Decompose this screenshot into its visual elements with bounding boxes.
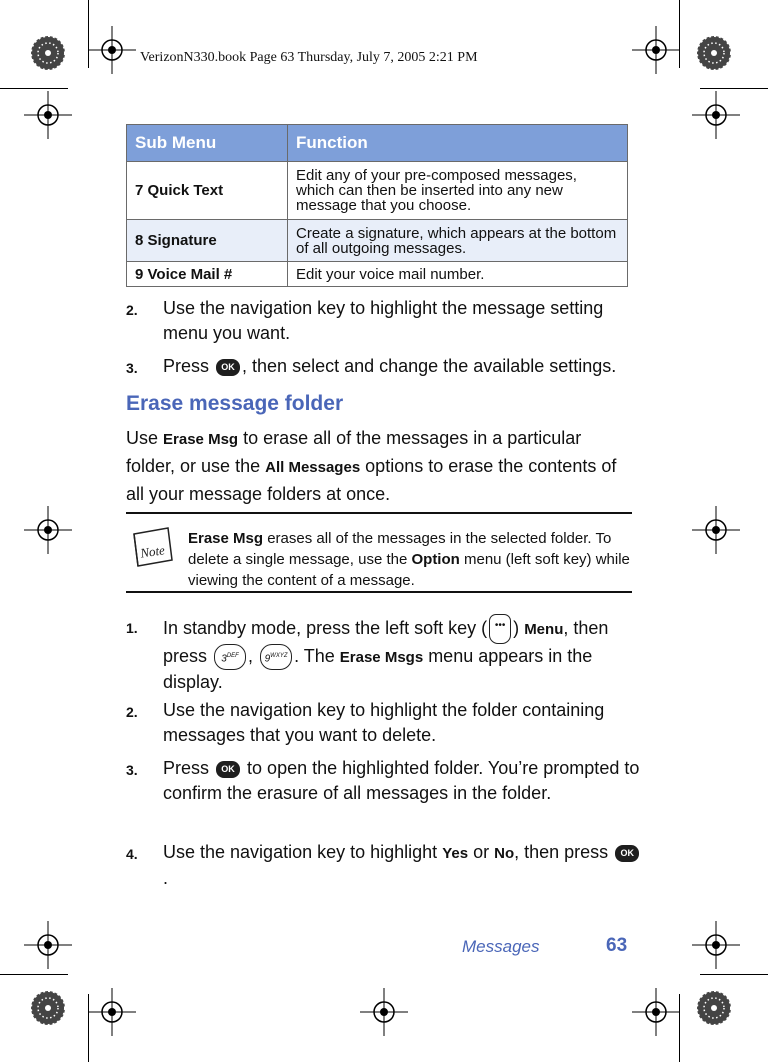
ok-key-icon: OK — [615, 845, 639, 862]
note-text: Erase Msg erases all of the messages in the selected folder. To delete a single message, use the Option menu (left soft key) while viewing the content of a message. — [188, 530, 630, 589]
cell-sub-menu: 8 Signature — [127, 220, 288, 262]
key-9-icon: $9^{WXYZ}$ — [260, 644, 292, 670]
step-number: 3. — [126, 762, 138, 778]
cell-sub-menu: 9 Voice Mail # — [127, 262, 288, 287]
step-text: Use the navigation key to highlight the message setting menu you want. — [163, 298, 604, 343]
section-intro: Use Erase Msg to erase all of the messages in a particular folder, or use the All Messages options to erase the contents of all your message folders at once. — [126, 428, 617, 504]
table-row — [127, 162, 628, 220]
step-text: Press OK , then select and change the available settings. — [163, 356, 617, 376]
footer-section-label: Messages — [462, 937, 540, 956]
print-slug: VerizonN330.book Page 63 Thursday, July 7, 2005 2:21 PM — [140, 50, 478, 65]
section-heading: Erase message folder — [126, 392, 344, 415]
step-text: Press OK to open the highlighted folder. You’re prompted to confirm the erasure of all messages in the folder. — [163, 758, 640, 803]
table-header-row — [127, 125, 628, 162]
table-row — [127, 262, 628, 287]
ok-key-icon: OK — [216, 761, 240, 778]
note-icon — [128, 526, 176, 570]
header-sub-menu: Sub Menu — [127, 125, 288, 162]
cell-function: Edit any of your pre-composed messages, which can then be inserted into any new message that you choose. — [288, 162, 628, 220]
header-function: Function — [288, 125, 628, 162]
cell-function: Edit your voice mail number. — [288, 262, 628, 287]
note-top-rule — [126, 512, 632, 514]
step-number: 2. — [126, 302, 138, 318]
step-text: Use the navigation key to highlight the folder containing messages that you want to delete. — [163, 700, 605, 745]
step-number: 2. — [126, 704, 138, 720]
svg-text:Note: Note — [139, 542, 166, 561]
ok-key-icon: OK — [216, 359, 240, 376]
note-bottom-rule — [126, 591, 632, 593]
step-number: 3. — [126, 360, 138, 376]
submenu-table — [126, 124, 628, 287]
step-number: 4. — [126, 846, 138, 862]
left-soft-key-icon: ••• — [489, 614, 511, 644]
step-number: 1. — [126, 620, 138, 636]
table-row — [127, 220, 628, 262]
cell-function: Create a signature, which appears at the bottom of all outgoing messages. — [288, 220, 628, 262]
step-text: In standby mode, press the left soft key ( ••• ) Menu, then press $3^{DEF}$ , $9^{WXYZ}$ . The Erase Msgs menu appears in the display. — [163, 614, 643, 695]
cell-sub-menu: 7 Quick Text — [127, 162, 288, 220]
key-3-icon: $3^{DEF}$ — [214, 644, 246, 670]
page-number: 63 — [606, 935, 628, 956]
step-text: Use the navigation key to highlight Yes or No, then press OK. — [163, 840, 643, 891]
